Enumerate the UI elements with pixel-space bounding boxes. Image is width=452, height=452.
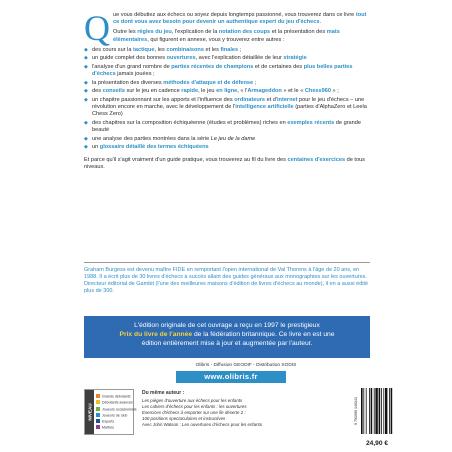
level-swatch xyxy=(96,394,100,398)
list-item: ◆ la présentation des diverses méthodes d'attaque et de défense ; xyxy=(84,80,370,87)
list-item: ◆ une analyse des parties montrées dans la série Le jeu de la dame xyxy=(84,136,370,143)
intro-paragraph: ue vous débutiez aux échecs ou soyez depuis longtemps passionné, vous trouverez dans ce livre tout ce dont vous avez besoin pour devenir un authentique expert du jeu d'échecs. xyxy=(113,12,367,26)
list-item: ◆ des chapitres sur la composition échiquéenne (études et problèmes) riches en exemples récents de grande beauté xyxy=(84,120,370,134)
other-books xyxy=(142,391,342,427)
contents-paragraph: Outre les règles du jeu, l'explication de la notation des coups et la présentation des mats élémentaires, qui figurent en annexe, vous y trouverez entre autres : xyxy=(113,29,340,43)
level-item: Débutants avancés xyxy=(96,400,133,406)
list-item: ◆ un guide complet des bonnes ouvertures, avec l'explication détaillée de leur stratégie xyxy=(84,55,370,62)
barcode-bar xyxy=(379,388,381,434)
drop-cap: Q xyxy=(84,8,110,48)
level-swatch xyxy=(96,425,100,429)
barcode-bar xyxy=(391,388,393,434)
barcode-bar xyxy=(371,388,373,434)
distribution-line: Olibris - Diffusion GEODIF - Distribution SODIS xyxy=(195,363,297,368)
barcode-bar xyxy=(374,388,375,434)
level-item: Experts xyxy=(96,419,133,425)
list-item: ◆ des cours sur la tactique, les combinaisons et les finales ; xyxy=(84,47,370,54)
barcode-bar xyxy=(389,388,390,434)
other-book: Exercices d'échecs à emporter sur une île déserte 2 : xyxy=(142,409,246,415)
level-box xyxy=(84,389,137,435)
author-bio: Graham Burgess est devenu maître FIDE en remportant l'open international de Val Thorens à l'âge de 20 ans, en 1988. Il a écrit plus de 30 livres d'échecs à succès allant des guides généraux aux monographies sur les ouvertures. Directeur éditorial de Gambit (l'une des meilleures maisons d'édition de livres d'échecs au monde), il en a aussi édité plus de 300. xyxy=(84,262,370,295)
prize-banner: L'édition originale de cet ouvrage a reçu en 1997 le prestigieux Prix du livre de l'année de la fédération britannique. Ce livre en est une édition entièrement mise à jour et augmentée par l'auteur. xyxy=(84,316,370,358)
barcode-bar xyxy=(361,388,363,434)
list-item: ◆ l'analyse d'un grand nombre de parties récentes de champions et de certaines des plus belles parties d'échecs jamais jouées ; xyxy=(84,64,370,78)
level-label-bar: NIVEAU xyxy=(85,390,94,434)
prize-highlight: Prix du livre de l'année xyxy=(119,331,193,339)
barcode-bar xyxy=(366,388,367,434)
other-book: Les pièges d'ouverture aux échecs pour les enfants xyxy=(142,397,243,403)
barcode-bar xyxy=(385,388,387,434)
barcode-bar xyxy=(381,388,382,434)
barcode-bar xyxy=(369,388,370,434)
website-link[interactable]: www.olibris.fr xyxy=(176,371,286,383)
level-item: Joueurs occasionnels xyxy=(96,407,133,413)
features-list xyxy=(84,47,370,152)
list-item: ◆ des conseils sur le jeu en cadence rapide, le jeu en ligne, « l'Armageddon » et le « Chess960 » ; xyxy=(84,88,370,95)
other-books-title: Du même auteur : xyxy=(142,390,185,396)
level-item: Maîtres xyxy=(96,425,133,431)
level-list xyxy=(96,394,137,432)
level-item: Joueurs de club xyxy=(96,413,133,419)
other-book: Les cahiers d'échecs pour les enfants : les ouvertures xyxy=(142,403,247,409)
barcode-bar xyxy=(363,388,364,434)
other-book: 100 positions spectaculaires et instructives xyxy=(142,415,226,421)
level-swatch xyxy=(96,407,100,411)
price: 24,90 € xyxy=(366,440,388,447)
intro-section xyxy=(84,8,370,171)
level-swatch xyxy=(96,413,100,417)
isbn-number: 9 791090 146341 xyxy=(354,397,358,425)
closing-paragraph: Et parce qu'il s'agit vraiment d'un guide pratique, vous trouverez au fil du livre des centaines d'exercices de tous niveaux. xyxy=(84,156,365,170)
other-book: Avec John Watson : Les ouvertures d'échecs pour les enfants xyxy=(142,421,262,427)
level-item: Grands débutants xyxy=(96,394,133,400)
list-item: ◆ un chapitre passionnant sur les apports et l'influence des ordinateurs et d'internet pour le jeu d'échecs – une révolution encore en marche, avec le développement de l'intelligence artificielle (parties d'AlphaZero et Leela Chess Zero) xyxy=(84,97,370,119)
list-item: ◆ un glossaire détaillé des termes échiquéens xyxy=(84,144,370,151)
level-swatch xyxy=(96,419,100,423)
barcode-bar xyxy=(383,388,384,434)
level-swatch xyxy=(96,400,100,404)
barcode-bar xyxy=(375,388,377,434)
